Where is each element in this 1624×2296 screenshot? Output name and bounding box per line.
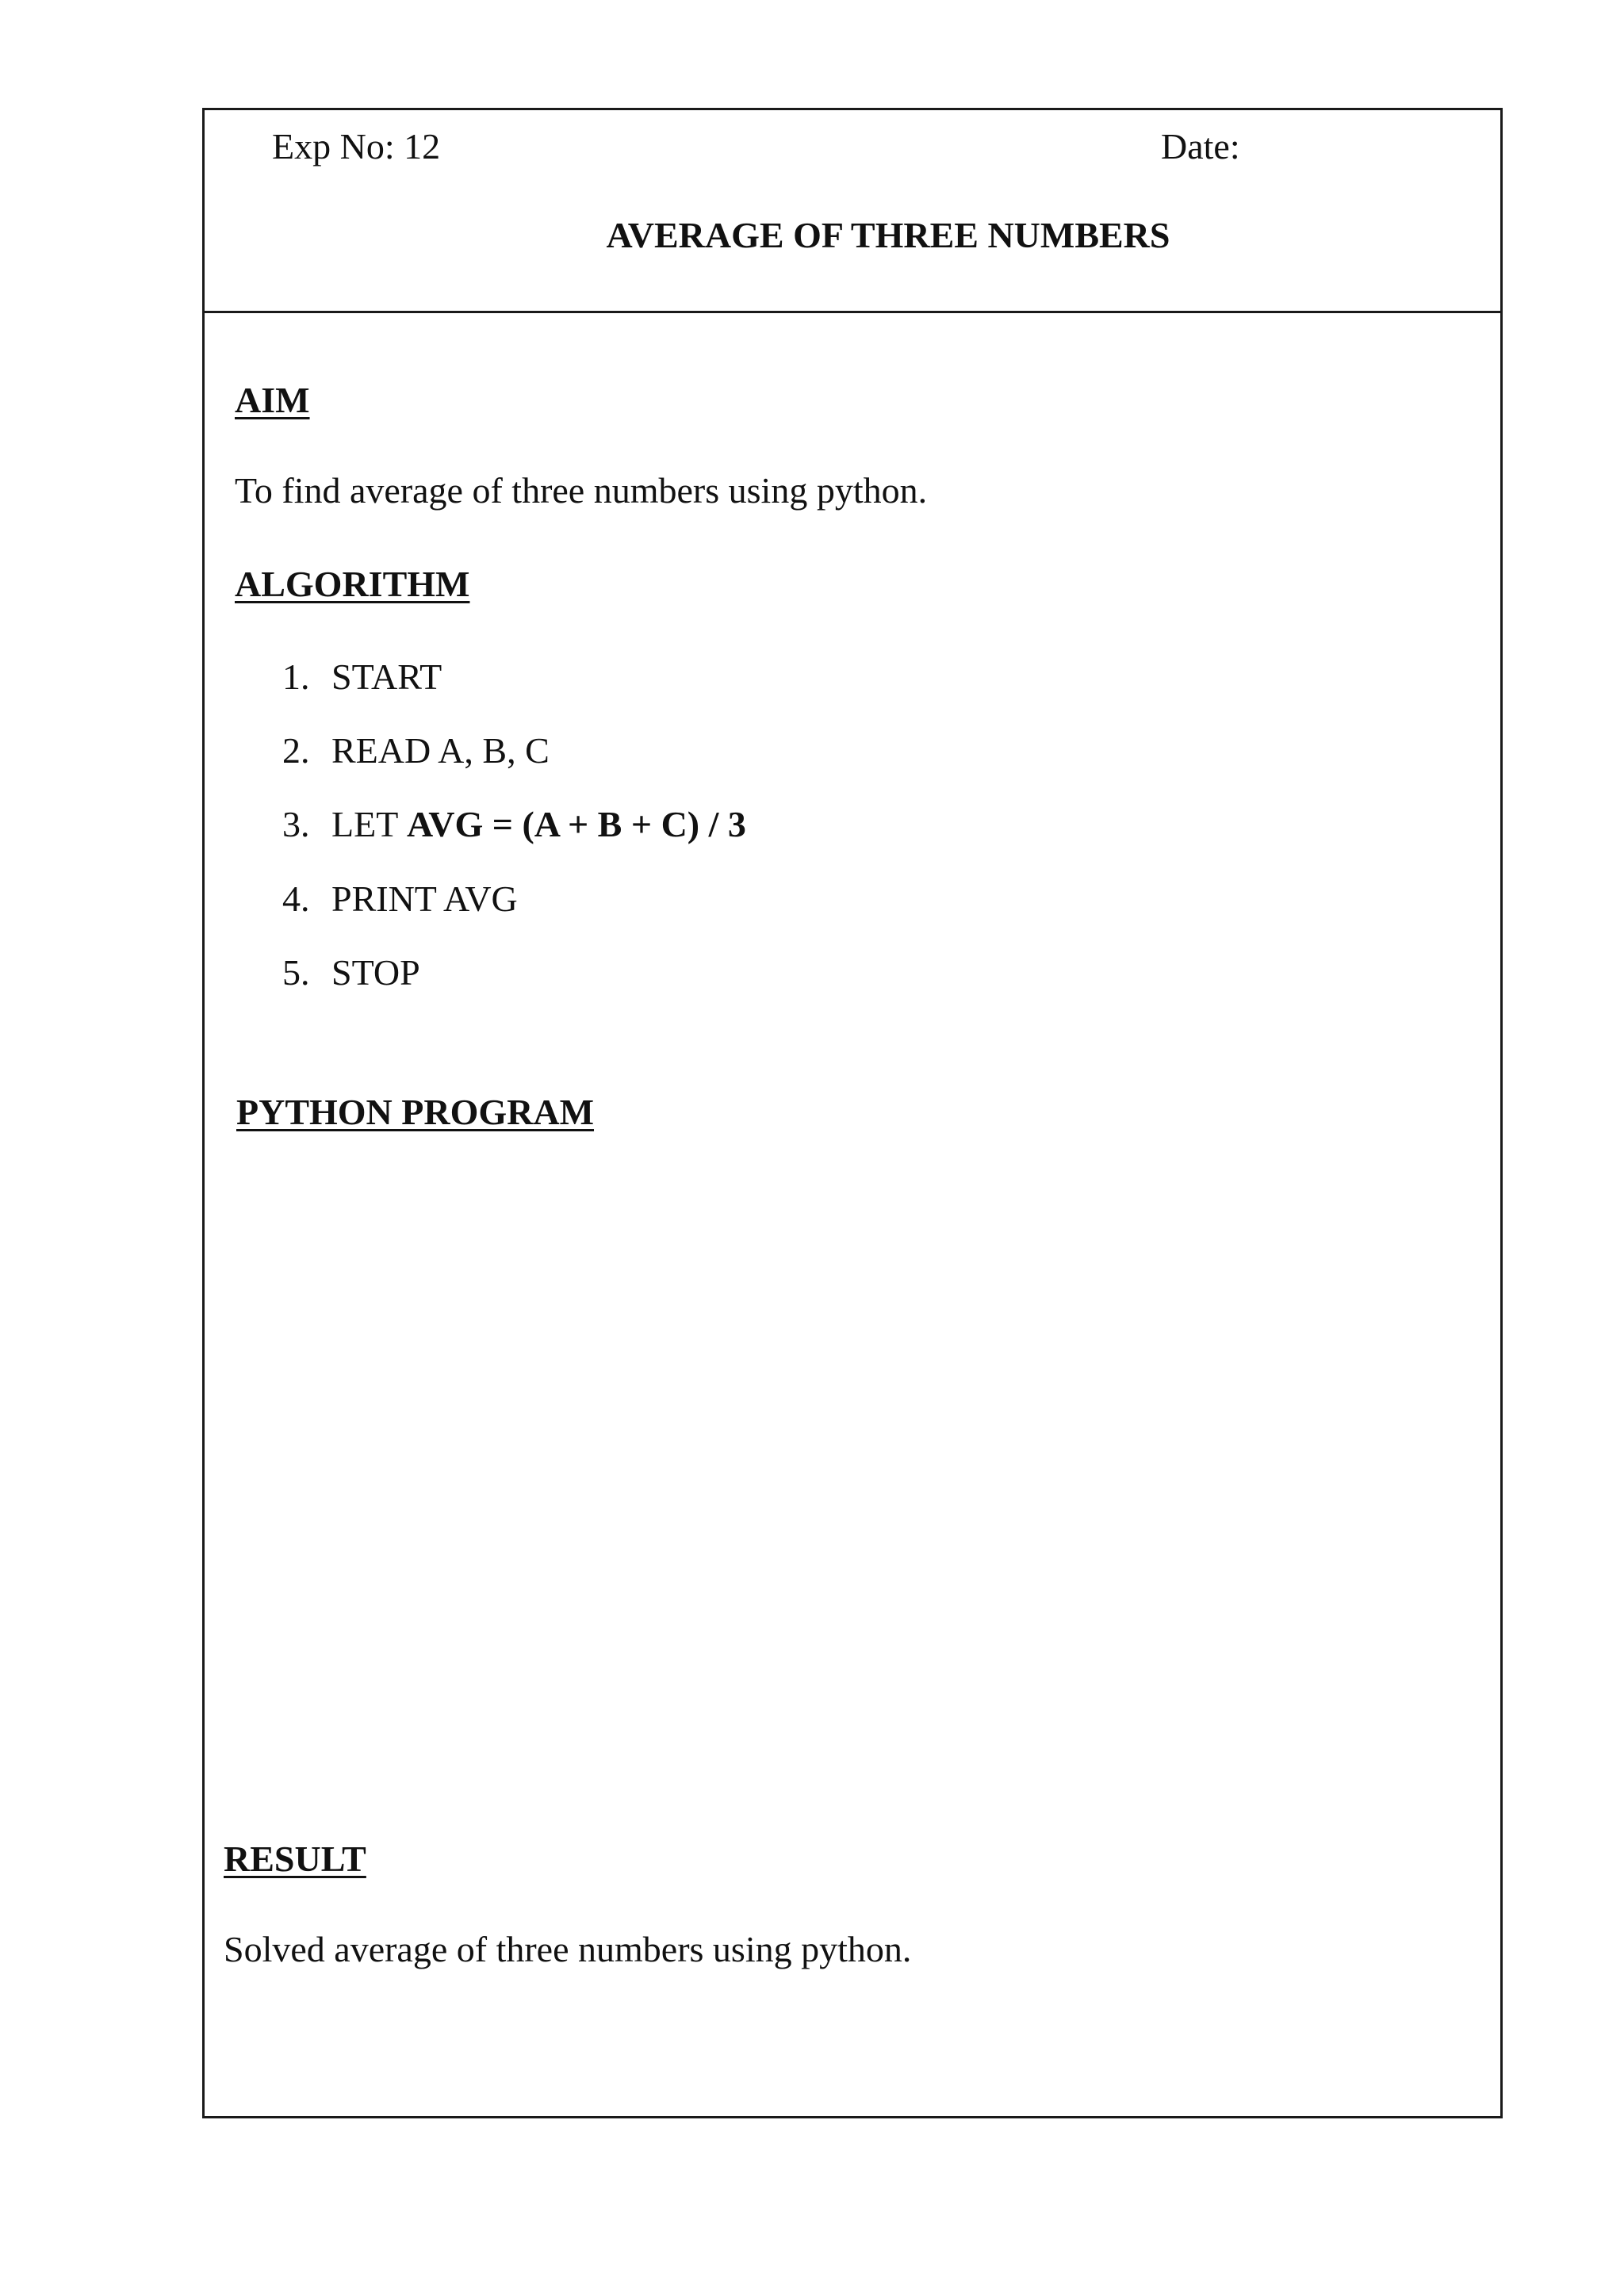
step-number: 4. xyxy=(282,878,310,919)
record-sheet xyxy=(202,108,1503,2118)
step-text: STOP xyxy=(331,952,420,993)
aim-text: To find average of three numbers using python. xyxy=(235,470,928,511)
algorithm-step xyxy=(282,655,442,698)
algorithm-step xyxy=(282,877,518,920)
result-text: Solved average of three numbers using python. xyxy=(224,1929,912,1969)
aim-heading: AIM xyxy=(235,380,310,420)
page-title: AVERAGE OF THREE NUMBERS xyxy=(606,215,1170,255)
step-number: 1. xyxy=(282,656,310,697)
experiment-number: Exp No: 12 xyxy=(272,126,441,166)
algorithm-step xyxy=(282,729,550,772)
step-number: 3. xyxy=(282,804,310,844)
step-text: START xyxy=(331,656,442,697)
algorithm-step xyxy=(282,802,746,846)
step-prefix: LET xyxy=(331,804,407,844)
algorithm-heading: ALGORITHM xyxy=(235,564,470,604)
sheet-header xyxy=(205,110,1500,313)
step-formula: AVG = (A + B + C) / 3 xyxy=(406,804,746,844)
step-text: READ A, B, C xyxy=(331,730,550,771)
algorithm-step xyxy=(282,951,420,994)
python-program-heading: PYTHON PROGRAM xyxy=(236,1092,595,1132)
step-text: PRINT AVG xyxy=(331,878,518,919)
step-number: 2. xyxy=(282,730,310,771)
result-heading: RESULT xyxy=(224,1839,366,1879)
date-label: Date: xyxy=(1161,126,1240,166)
step-number: 5. xyxy=(282,952,310,993)
